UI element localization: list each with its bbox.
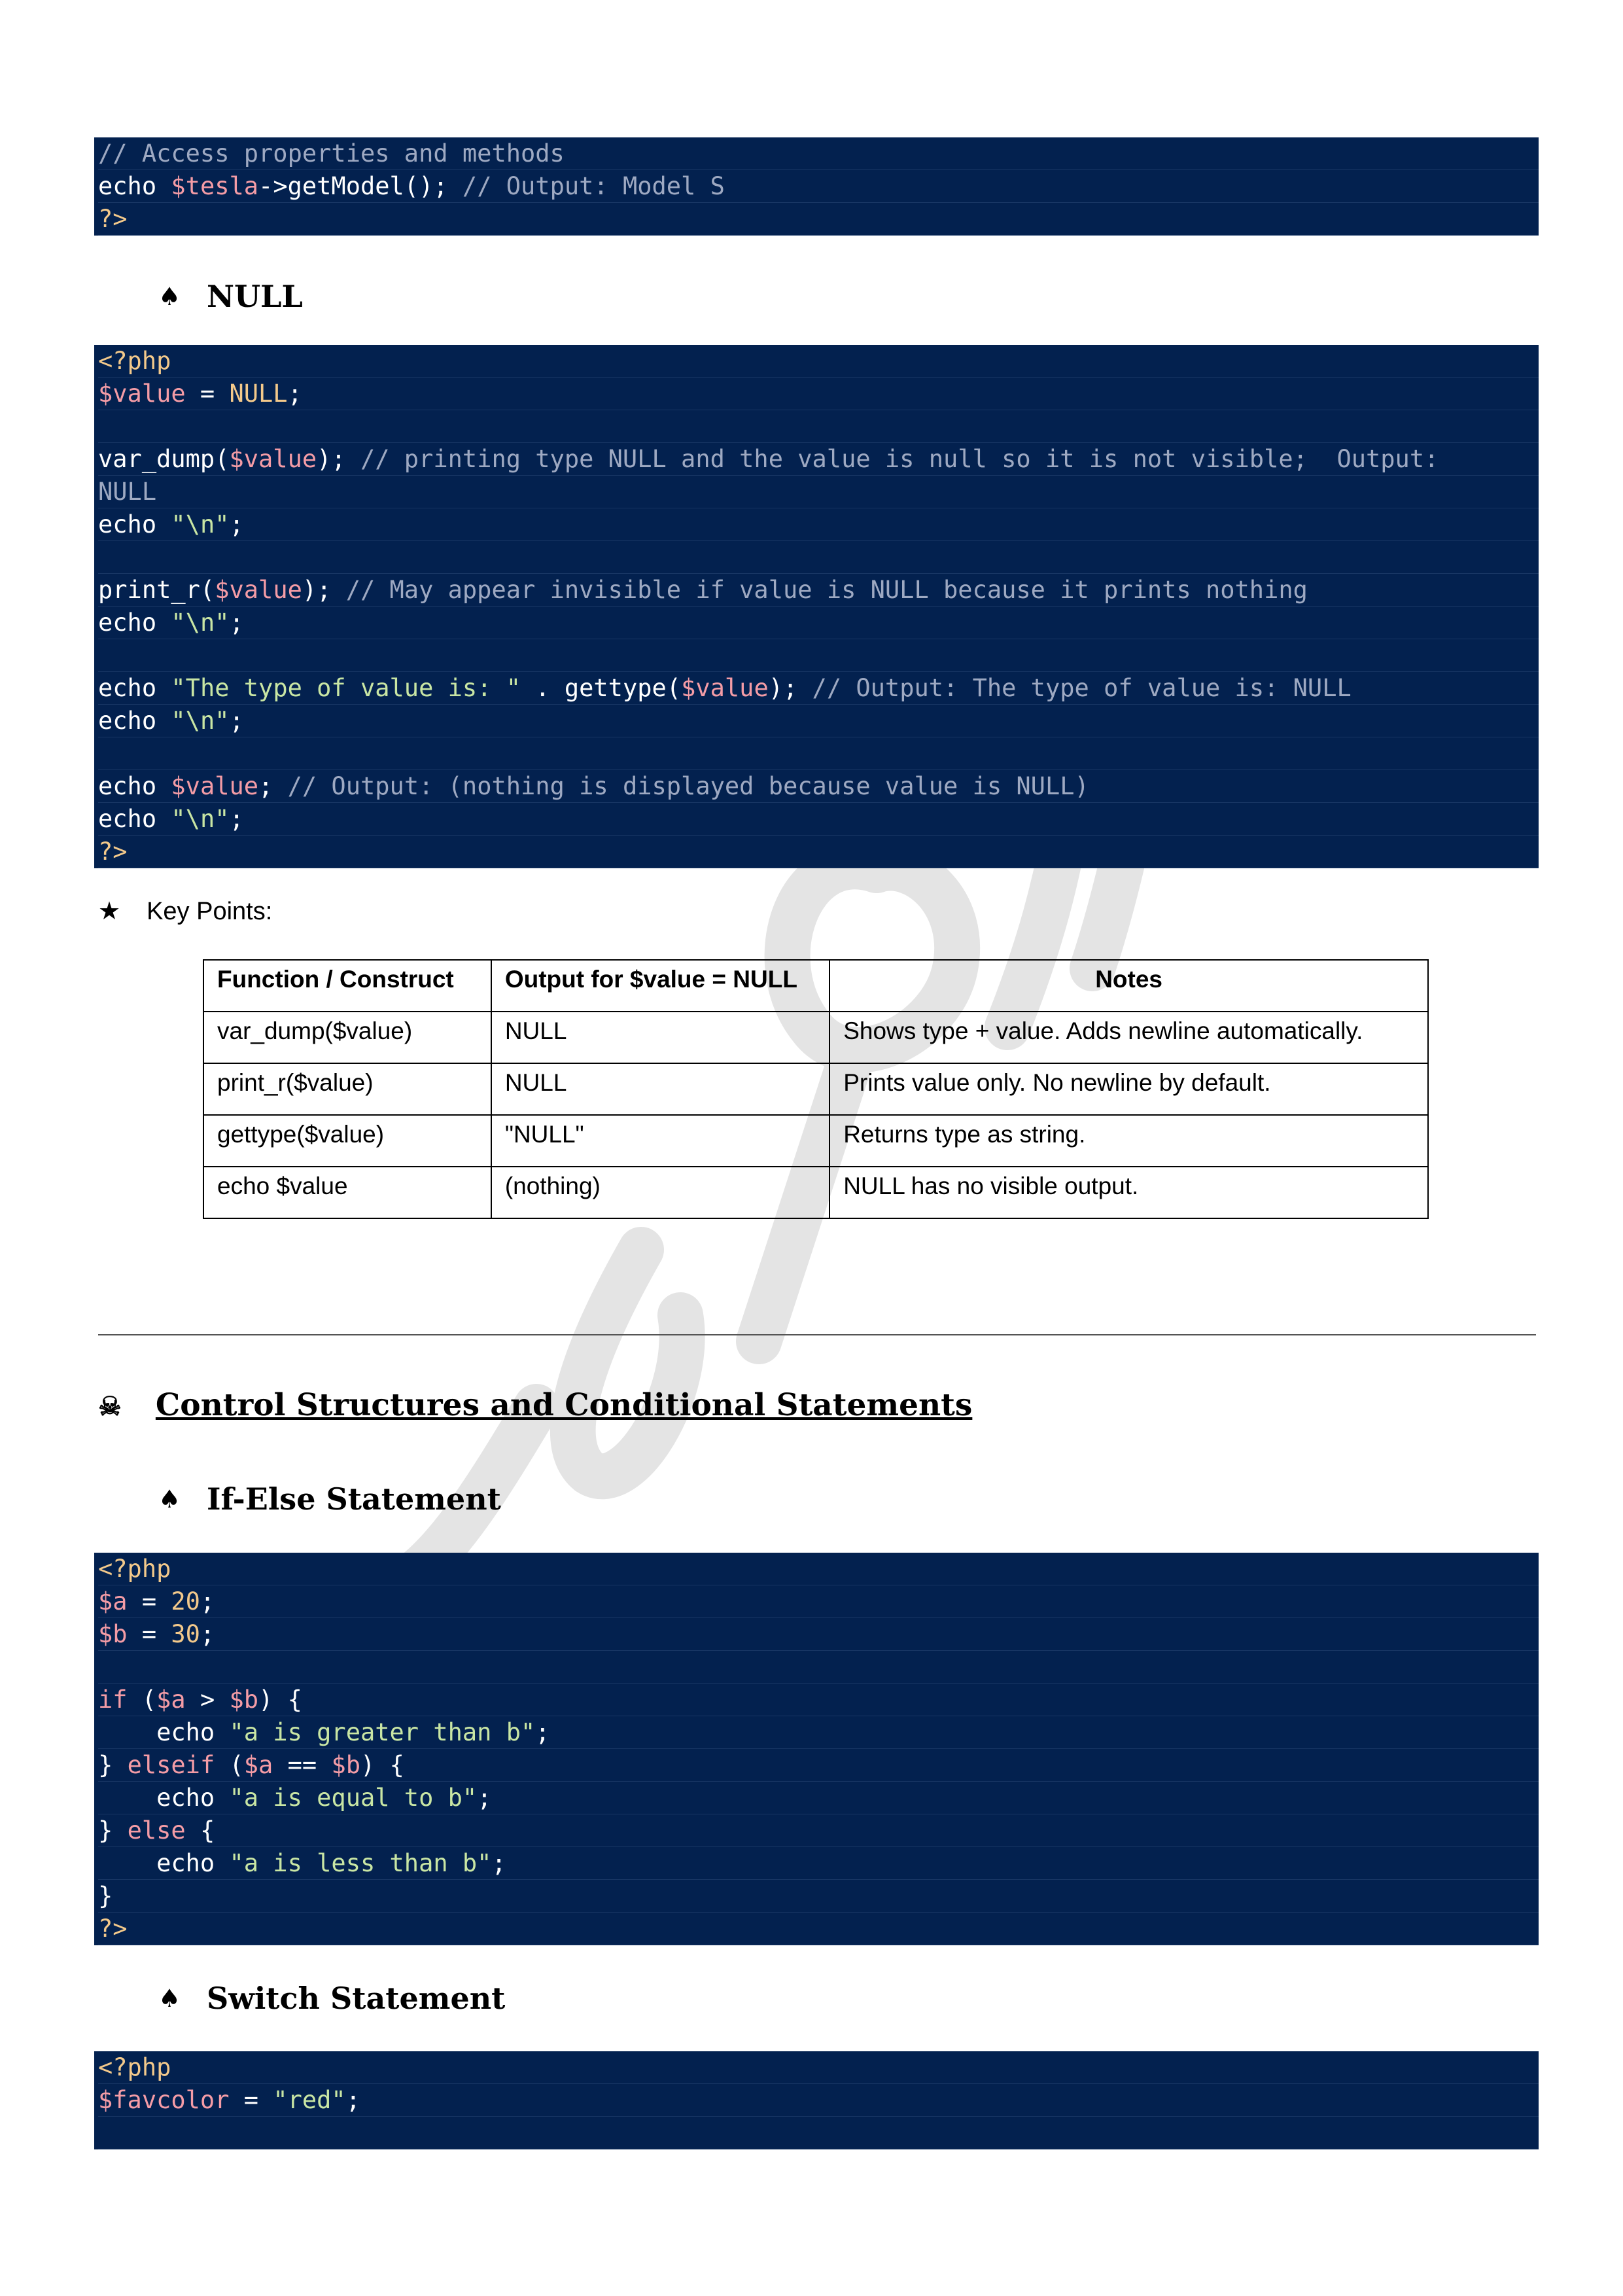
- code-token: ) {: [258, 1686, 302, 1714]
- code-line: [98, 443, 1539, 476]
- code-line: [98, 137, 1539, 170]
- code-token: ?>: [98, 1915, 128, 1943]
- table-cell: NULL: [491, 1012, 829, 1063]
- table-cell: NULL: [491, 1063, 829, 1115]
- code-token: echo: [98, 609, 171, 637]
- code-line: [98, 1814, 1539, 1847]
- code-token: echo: [98, 674, 171, 702]
- table-header: Function / Construct: [203, 960, 491, 1012]
- table-cell: Shows type + value. Adds newline automatically.: [829, 1012, 1428, 1063]
- code-line: [98, 2084, 1539, 2117]
- code-token: ->getModel();: [258, 172, 462, 200]
- table-cell: print_r($value): [203, 1063, 491, 1115]
- code-token: print_r(: [98, 576, 215, 604]
- code-token: echo: [98, 707, 171, 735]
- code-token: echo: [98, 772, 171, 800]
- code-token: ;: [229, 609, 244, 637]
- code-token: );: [302, 576, 346, 604]
- code-token: "red": [273, 2086, 346, 2114]
- code-token: ;: [229, 707, 244, 735]
- code-token: (: [215, 1751, 244, 1779]
- code-token: echo: [98, 1784, 230, 1812]
- code-token: ;: [200, 1587, 215, 1616]
- code-line: [98, 476, 1539, 508]
- code-line: [98, 639, 1539, 672]
- table-row: [203, 1012, 1428, 1063]
- code-line: [98, 1716, 1539, 1749]
- code-block-3: [94, 1553, 1539, 1945]
- code-line: [98, 836, 1539, 868]
- code-line: [98, 170, 1539, 203]
- code-token: =: [229, 2086, 273, 2114]
- code-line: [98, 2051, 1539, 2084]
- code-token: NULL: [98, 478, 157, 506]
- code-token: ;: [535, 1718, 550, 1746]
- code-token: ==: [273, 1751, 332, 1779]
- spade-icon: ♠: [158, 1983, 181, 2013]
- code-token: echo: [98, 1849, 230, 1877]
- code-token: "\n": [171, 805, 230, 833]
- table-header-row: [203, 960, 1428, 1012]
- spade-icon: ♠: [158, 281, 181, 311]
- section-title: [98, 1387, 972, 1423]
- code-token: <?php: [98, 2053, 171, 2081]
- table-cell: NULL has no visible output.: [829, 1167, 1428, 1218]
- heading-null: [158, 279, 303, 314]
- code-token: "a is less than b": [229, 1849, 492, 1877]
- code-line: [98, 574, 1539, 607]
- code-line: [98, 1553, 1539, 1585]
- code-token: "\n": [171, 707, 230, 735]
- code-token: // Output: Model S: [462, 172, 725, 200]
- table-row: [203, 1063, 1428, 1115]
- code-token: ;: [477, 1784, 492, 1812]
- code-line: [98, 2117, 1539, 2149]
- code-token: $value: [98, 380, 186, 408]
- code-token: );: [317, 445, 360, 473]
- table-cell: Prints value only. No newline by default.: [829, 1063, 1428, 1115]
- code-token: ?>: [98, 838, 128, 866]
- code-token: $b: [331, 1751, 361, 1779]
- code-line: [98, 508, 1539, 541]
- code-token: 20: [171, 1587, 200, 1616]
- code-token: 30: [171, 1620, 200, 1648]
- code-token: ;: [287, 380, 302, 408]
- code-token: $tesla: [171, 172, 259, 200]
- code-block-1: [94, 137, 1539, 236]
- code-line: [98, 378, 1539, 410]
- code-token: $a: [98, 1587, 128, 1616]
- code-token: echo: [98, 805, 171, 833]
- divider: [98, 1334, 1536, 1335]
- code-token: $b: [229, 1686, 259, 1714]
- table-cell: echo $value: [203, 1167, 491, 1218]
- skull-icon: ☠: [98, 1391, 122, 1422]
- table-cell: gettype($value): [203, 1115, 491, 1167]
- code-token: =: [127, 1620, 171, 1648]
- table-header: Output for $value = NULL: [491, 960, 829, 1012]
- table-cell: "NULL": [491, 1115, 829, 1167]
- table-row: [203, 1115, 1428, 1167]
- code-token: $value: [681, 674, 769, 702]
- code-token: $b: [98, 1620, 128, 1648]
- code-token: $favcolor: [98, 2086, 230, 2114]
- code-line: [98, 672, 1539, 705]
- code-token: "\n": [171, 510, 230, 539]
- code-block-4: [94, 2051, 1539, 2149]
- code-token: ;: [258, 772, 288, 800]
- code-token: ) {: [360, 1751, 404, 1779]
- code-block-2: [94, 345, 1539, 868]
- code-token: // Access properties and methods: [98, 139, 565, 168]
- code-token: ;: [345, 2086, 360, 2114]
- code-line: [98, 737, 1539, 770]
- heading-text: If-Else Statement: [207, 1481, 501, 1517]
- code-token: // May appear invisible if value is NULL because it prints nothing: [345, 576, 1308, 604]
- code-token: $a: [156, 1686, 186, 1714]
- code-line: [98, 803, 1539, 836]
- section-title-text: Control Structures and Conditional Statements: [155, 1387, 973, 1423]
- table-cell: (nothing): [491, 1167, 829, 1218]
- code-line: [98, 607, 1539, 639]
- code-token: ;: [200, 1620, 215, 1648]
- heading-text: Switch Statement: [207, 1981, 506, 2016]
- code-token: >: [185, 1686, 230, 1714]
- heading-text: NULL: [207, 279, 303, 314]
- code-token: // printing type NULL and the value is null so it is not visible; Output:: [360, 445, 1439, 473]
- code-token: echo: [98, 1718, 230, 1746]
- heading-switch: [158, 1981, 505, 2016]
- code-token: echo: [98, 510, 171, 539]
- code-line: [98, 1880, 1539, 1913]
- key-points: [98, 896, 272, 926]
- code-line: [98, 770, 1539, 803]
- star-icon: ★: [98, 898, 121, 925]
- code-token: echo: [98, 172, 171, 200]
- code-line: [98, 1847, 1539, 1880]
- code-token: $value: [229, 445, 317, 473]
- code-token: elseif: [127, 1751, 215, 1779]
- heading-if-else: [158, 1481, 501, 1517]
- code-line: [98, 1651, 1539, 1684]
- code-token: if: [98, 1686, 128, 1714]
- code-token: "The type of value is: ": [171, 674, 521, 702]
- code-token: var_dump(: [98, 445, 230, 473]
- code-token: <?php: [98, 347, 171, 375]
- table-row: [203, 1167, 1428, 1218]
- code-token: ?>: [98, 205, 128, 233]
- table-cell: var_dump($value): [203, 1012, 491, 1063]
- table-cell: Returns type as string.: [829, 1115, 1428, 1167]
- code-token: ;: [229, 805, 244, 833]
- code-line: [98, 410, 1539, 443]
- code-token: . gettype(: [521, 674, 682, 702]
- code-line: [98, 1684, 1539, 1716]
- code-token: // Output: The type of value is: NULL: [812, 674, 1352, 702]
- key-points-table: [203, 959, 1429, 1219]
- code-token: $a: [243, 1751, 273, 1779]
- spade-icon: ♠: [158, 1484, 181, 1513]
- code-token: "a is greater than b": [229, 1718, 536, 1746]
- code-token: {: [185, 1816, 215, 1845]
- code-token: NULL: [229, 380, 288, 408]
- code-line: [98, 1782, 1539, 1814]
- code-token: =: [185, 380, 230, 408]
- key-points-label: Key Points:: [147, 898, 273, 925]
- code-line: [98, 705, 1539, 737]
- table-header: Notes: [829, 960, 1428, 1012]
- code-line: [98, 1585, 1539, 1618]
- code-line: [98, 203, 1539, 236]
- code-token: }: [98, 1751, 128, 1779]
- code-line: [98, 541, 1539, 574]
- code-token: }: [98, 1816, 128, 1845]
- code-token: $value: [171, 772, 259, 800]
- code-token: else: [127, 1816, 186, 1845]
- code-token: (: [127, 1686, 157, 1714]
- code-token: =: [127, 1587, 171, 1616]
- code-token: ;: [491, 1849, 506, 1877]
- code-line: [98, 1749, 1539, 1782]
- code-token: <?php: [98, 1555, 171, 1583]
- code-line: [98, 1913, 1539, 1945]
- code-line: [98, 345, 1539, 378]
- code-token: $value: [215, 576, 302, 604]
- code-token: );: [768, 674, 812, 702]
- code-token: }: [98, 1882, 113, 1910]
- code-token: "\n": [171, 609, 230, 637]
- code-token: "a is equal to b": [229, 1784, 478, 1812]
- code-token: // Output: (nothing is displayed because value is NULL): [287, 772, 1089, 800]
- code-line: [98, 1618, 1539, 1651]
- code-token: ;: [229, 510, 244, 539]
